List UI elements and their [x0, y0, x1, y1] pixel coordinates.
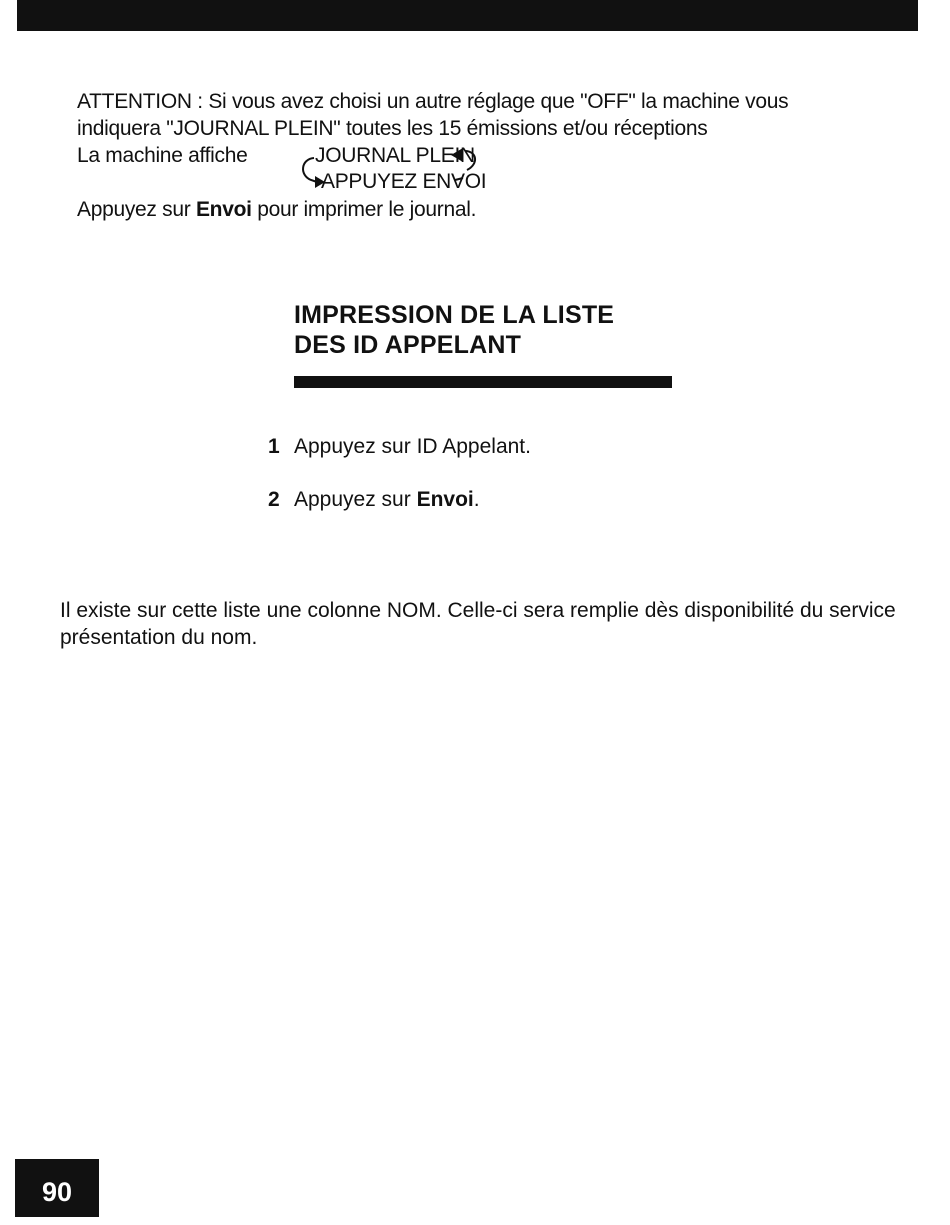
- display-message: [297, 142, 547, 196]
- section-heading: [294, 300, 614, 360]
- top-header-bar: [17, 0, 918, 31]
- step-prefix: Appuyez sur: [294, 488, 417, 511]
- envoi-key-label: Envoi: [195, 198, 252, 221]
- attention-block: [77, 88, 907, 223]
- step-item: [268, 486, 531, 514]
- step-text: [294, 433, 531, 461]
- step-text: [294, 486, 480, 514]
- page-number-badge: 90: [15, 1159, 99, 1217]
- step-prefix: Appuyez sur ID Appelant.: [294, 435, 531, 458]
- step-key: Envoi: [416, 488, 474, 511]
- section-title-line-1: IMPRESSION DE LA LISTE: [294, 301, 615, 329]
- step-number: 2: [268, 488, 280, 511]
- display-label: La machine affiche: [77, 144, 248, 167]
- display-message-row: [77, 142, 907, 196]
- press-suffix: pour imprimer le journal.: [251, 198, 477, 221]
- press-prefix: Appuyez sur: [77, 198, 196, 221]
- step-suffix: .: [473, 488, 480, 511]
- name-column-note: Il existe sur cette liste une colonne NOM. Celle-ci sera remplie dès disponibilité du service présentation du nom.: [60, 599, 896, 649]
- steps-list: [268, 433, 531, 539]
- section-underline: [294, 376, 672, 388]
- press-envoi-instruction: [77, 196, 907, 223]
- step-item: [268, 433, 531, 461]
- section-title-line-2: DES ID APPELANT: [294, 331, 522, 359]
- step-number: 1: [268, 435, 280, 458]
- attention-line-2: indiquera "JOURNAL PLEIN" toutes les 15 émissions et/ou réceptions: [77, 117, 708, 140]
- display-line-1: JOURNAL PLEIN: [315, 144, 475, 167]
- display-line-2: APPUYEZ ENVOI: [321, 170, 487, 193]
- attention-line-1: ATTENTION : Si vous avez choisi un autre réglage que "OFF" la machine vous: [77, 90, 789, 113]
